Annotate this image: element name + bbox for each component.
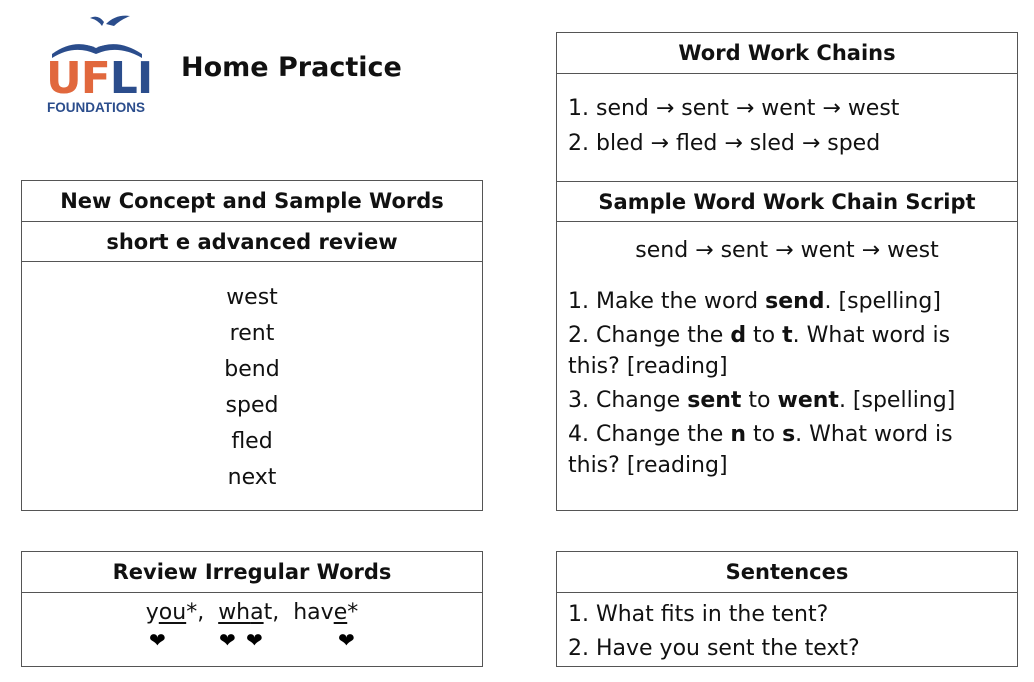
step-text: . What word is this? [reading] bbox=[568, 422, 953, 478]
step-bold: s bbox=[782, 422, 796, 447]
sentence-item: 1. What fits in the tent? bbox=[568, 602, 829, 627]
step-text: to bbox=[741, 388, 778, 413]
concept-header: New Concept and Sample Words bbox=[22, 181, 482, 222]
logo-letter-u: U bbox=[46, 53, 81, 104]
concept-subheader: short e advanced review bbox=[22, 222, 482, 262]
step-text: 4. Change the bbox=[568, 422, 731, 447]
step-text: to bbox=[745, 422, 783, 447]
word-part-underlined: wh bbox=[218, 600, 251, 625]
irregular-header: Review Irregular Words bbox=[22, 552, 482, 593]
step-bold: n bbox=[730, 422, 746, 447]
sample-word: fled bbox=[231, 429, 273, 454]
sentences-header: Sentences bbox=[557, 552, 1017, 593]
logo-letter-f: F bbox=[80, 53, 110, 104]
chain-item: 1. send → sent → went → west bbox=[568, 96, 900, 121]
irregular-word bbox=[293, 600, 358, 625]
step-bold: sent bbox=[687, 388, 742, 413]
step-text: to bbox=[746, 323, 783, 348]
logo-subtitle: FOUNDATIONS bbox=[47, 100, 145, 115]
step-text: 3. Change bbox=[568, 388, 688, 413]
word-work-chains-panel bbox=[556, 32, 1018, 511]
irregular-word-list bbox=[22, 593, 482, 625]
heart-icon: ❤ bbox=[149, 628, 166, 652]
irregular-words-panel bbox=[21, 551, 483, 667]
script-example-chain: send → sent → went → west bbox=[635, 238, 939, 263]
step-text: . [spelling] bbox=[838, 388, 956, 413]
ufli-logo bbox=[44, 12, 153, 124]
step-bold: d bbox=[730, 323, 747, 348]
sample-word: bend bbox=[224, 357, 280, 382]
step-text: 1. Make the word bbox=[568, 289, 766, 314]
word-part-underlined: ou bbox=[158, 600, 187, 625]
logo-letters bbox=[46, 53, 153, 104]
heart-icon: ❤ bbox=[219, 628, 236, 652]
step-text: 2. Change the bbox=[568, 323, 731, 348]
irregular-word bbox=[218, 600, 286, 625]
word-part: y bbox=[145, 600, 159, 625]
word-part: hav bbox=[293, 600, 334, 625]
heart-icon: ❤ bbox=[338, 628, 355, 652]
step-bold: t bbox=[782, 323, 793, 348]
word-part-underlined: a bbox=[250, 600, 264, 625]
step-bold: went bbox=[777, 388, 839, 413]
script-header: Sample Word Work Chain Script bbox=[557, 182, 1017, 222]
heart-icon: ❤ bbox=[246, 628, 263, 652]
logo-letter-i: I bbox=[136, 53, 153, 104]
page-title: Home Practice bbox=[181, 52, 402, 83]
sample-word-list bbox=[22, 262, 482, 496]
sentences-panel bbox=[556, 551, 1018, 667]
step-text: . [spelling] bbox=[824, 289, 941, 314]
sentence-list bbox=[557, 593, 1017, 666]
word-part: * bbox=[347, 600, 359, 625]
script-step bbox=[568, 320, 1007, 382]
new-concept-panel bbox=[21, 180, 483, 511]
irregular-word bbox=[146, 600, 211, 625]
step-text: . What word is this? [reading] bbox=[568, 323, 951, 379]
sample-word: rent bbox=[229, 321, 275, 346]
sample-word: sped bbox=[225, 393, 279, 418]
sample-word: west bbox=[226, 285, 278, 310]
word-part-underlined: e bbox=[333, 600, 348, 625]
word-part: *, bbox=[186, 600, 212, 625]
sentence-item: 2. Have you sent the text? bbox=[568, 636, 860, 661]
sample-word: next bbox=[227, 465, 277, 490]
script-step bbox=[568, 286, 1007, 317]
script-step bbox=[568, 385, 1007, 416]
word-part: t, bbox=[263, 600, 287, 625]
logo-letter-l: L bbox=[109, 53, 137, 104]
script-step bbox=[568, 419, 1007, 481]
step-bold: send bbox=[765, 289, 825, 314]
chain-list bbox=[557, 74, 1017, 182]
chain-item: 2. bled → fled → sled → sped bbox=[568, 131, 881, 156]
chains-header: Word Work Chains bbox=[557, 33, 1017, 74]
script-steps bbox=[557, 266, 1017, 481]
